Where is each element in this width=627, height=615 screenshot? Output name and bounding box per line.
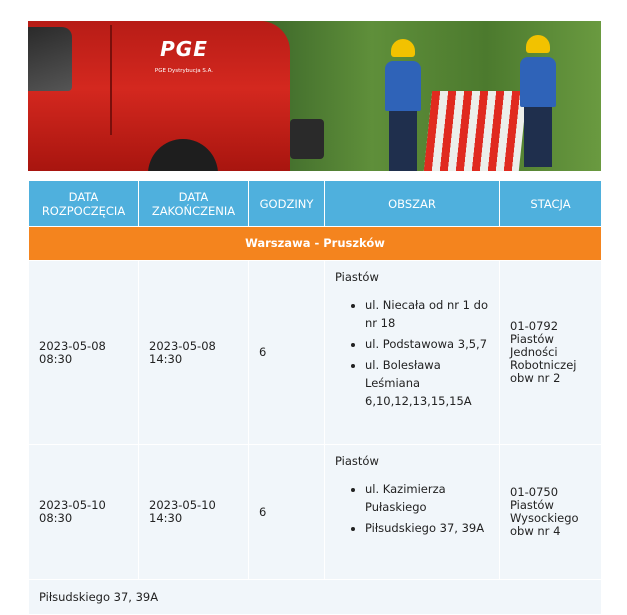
truck-door: [110, 25, 112, 135]
header-hours: GODZINY: [249, 181, 325, 227]
worker-left-image: [383, 39, 423, 171]
area-city: Piastów: [335, 454, 379, 468]
region-label: Warszawa - Pruszków: [29, 227, 602, 261]
worker-right-image: [518, 35, 558, 171]
station-cell: 01-0750 Piastów Wysockiego obw nr 4: [500, 445, 602, 580]
pge-logo: [144, 37, 224, 92]
end-date-cell: 2023-05-10 14:30: [139, 445, 249, 580]
header-station: STACJA: [500, 181, 602, 227]
pge-logo-subtitle: PGE Dystrybucja S.A.: [154, 68, 214, 74]
end-date-cell: 2023-05-08 14:30: [139, 261, 249, 445]
start-date-cell: 2023-05-08 08:30: [29, 261, 139, 445]
header-area: OBSZAR: [325, 181, 500, 227]
table-header-row: [29, 181, 602, 227]
barrier-image: [424, 91, 527, 171]
area-cell: [325, 261, 500, 445]
station-cell: 01-0792 Piastów Jedności Robotniczej obw nr 2: [500, 261, 602, 445]
street-item: • Piłsudskiego 37, 39A: [365, 519, 489, 537]
street-item: • ul. Bolesława Leśmiana 6,10,12,13,15,15A: [365, 356, 489, 410]
hours-cell: 6: [249, 261, 325, 445]
hours-cell: 6: [249, 445, 325, 580]
street-item: • ul. Kazimierza Pułaskiego: [365, 480, 489, 516]
region-row: [29, 227, 602, 261]
pge-logo-text: PGE: [160, 37, 208, 61]
footer-row: [29, 580, 602, 615]
street-item: • ul. Niecała od nr 1 do nr 18: [365, 296, 489, 332]
street-list: [335, 296, 489, 410]
start-date-cell: 2023-05-10 08:30: [29, 445, 139, 580]
table-row: [29, 445, 602, 580]
header-start-date: DATA ROZPOCZĘCIA: [29, 181, 139, 227]
table-row: [29, 261, 602, 445]
outage-table: [28, 180, 602, 615]
footer-note: Piłsudskiego 37, 39A: [29, 580, 602, 615]
street-item: • ul. Podstawowa 3,5,7: [365, 335, 489, 353]
area-city: Piastów: [335, 270, 379, 284]
area-cell: [325, 445, 500, 580]
header-banner: [28, 21, 601, 171]
truck-bumper: [290, 119, 324, 159]
street-list: [335, 480, 489, 537]
truck-window: [28, 27, 72, 91]
header-end-date: DATA ZAKOŃCZENIA: [139, 181, 249, 227]
